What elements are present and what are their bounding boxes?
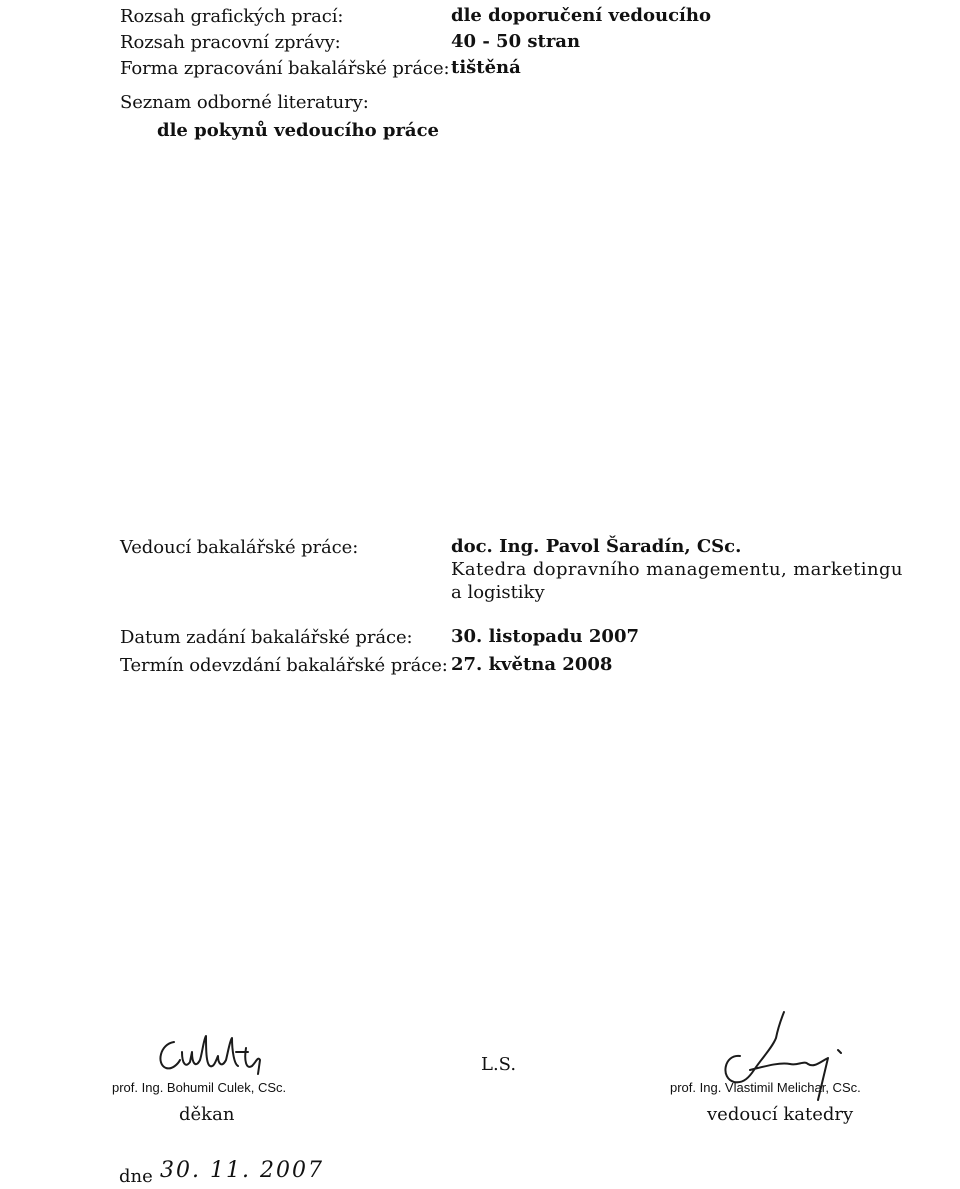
label-submission-date: Termín odevzdání bakalářské práce: xyxy=(120,655,448,676)
label-form: Forma zpracování bakalářské práce: xyxy=(120,58,450,79)
head-name: prof. Ing. Vlastimil Melichar, CSc. xyxy=(670,1080,861,1095)
dean-role: děkan xyxy=(179,1104,235,1125)
date-prefix: dne xyxy=(119,1166,153,1187)
head-role: vedoucí katedry xyxy=(707,1104,854,1125)
value-literature: dle pokynů vedoucího práce xyxy=(157,120,439,141)
label-report-length: Rozsah pracovní zprávy: xyxy=(120,32,341,53)
label-literature: Seznam odborné literatury: xyxy=(120,92,369,113)
dean-signature xyxy=(152,1030,282,1080)
ls-mark: L.S. xyxy=(481,1054,517,1075)
head-signature xyxy=(710,1008,860,1118)
value-graphic-works: dle doporučení vedoucího xyxy=(451,5,711,26)
value-assignment-date: 30. listopadu 2007 xyxy=(451,626,639,647)
value-form: tištěná xyxy=(451,57,521,78)
handwritten-date: 30. 11. 2007 xyxy=(160,1158,324,1183)
supervisor-dept-line2: a logistiky xyxy=(451,582,545,603)
label-graphic-works: Rozsah grafických prací: xyxy=(120,6,344,27)
supervisor-dept-line1: Katedra dopravního managementu, marketingu xyxy=(451,559,903,580)
dean-name: prof. Ing. Bohumil Culek, CSc. xyxy=(112,1080,287,1095)
label-assignment-date: Datum zadání bakalářské práce: xyxy=(120,627,413,648)
value-submission-date: 27. května 2008 xyxy=(451,654,613,675)
value-report-length: 40 - 50 stran xyxy=(451,31,581,52)
supervisor-name: doc. Ing. Pavol Šaradín, CSc. xyxy=(451,536,742,557)
label-supervisor: Vedoucí bakalářské práce: xyxy=(120,537,359,558)
